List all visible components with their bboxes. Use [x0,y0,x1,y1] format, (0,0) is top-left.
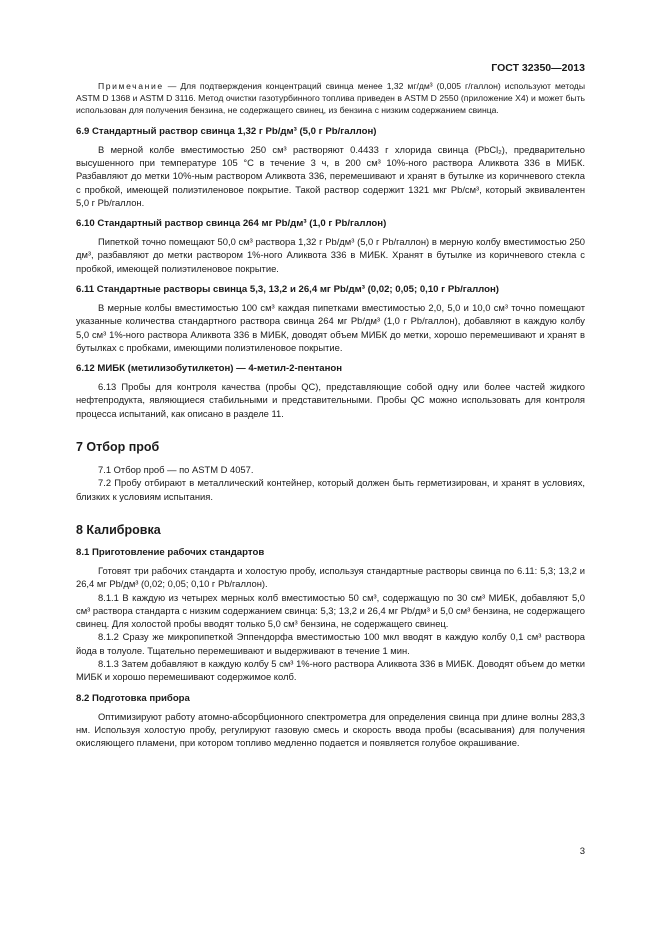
section-6-9-title: 6.9 Стандартный раствор свинца 1,32 г Pb/дм³ (5,0 г Pb/галлон) [76,125,377,137]
section-6-13-text: 6.13 Пробы для контроля качества (пробы QC), представляющие собой одну или более частей жидкого нефтепродукта, являющиеся стабильными и представительными. Пробы QC можно использовать для контроля процесса испытаний, как описано в разделе 11. [76,381,585,419]
section-6-10-text: Пипеткой точно помещают 50,0 см³ раствора 1,32 г Pb/дм³ (5,0 г Pb/галлон) в мерную колбу вместимостью 250 дм³, разбавляют до метки раствором 1%-ного Аликвота 336 в МИБК. Хранят в бутылке из коричневого стекла с пробкой, имеющей полиэтиленовое покрытие. [76,236,585,274]
note-label: Примечание [98,81,164,91]
section-8-1-2-text: 8.1.2 Сразу же микропипеткой Эппендорфа вместимостью 100 мкл вводят в каждую колбу 0,1 см³ раствора йода в толуоле. Тщательно перемешивают и выдерживают в течение 1 мин. [76,631,585,656]
section-8-1-3-text: 8.1.3 Затем добавляют в каждую колбу 5 см³ 1%-ного раствора Аликвота 336 в МИБК. Доводят объем до метки МИБК и хорошо перемешивают содержимое колб. [76,658,585,683]
section-6-11-title: 6.11 Стандартные растворы свинца 5,3, 13,2 и 26,4 мг Pb/дм³ (0,02; 0,05; 0,10 г Pb/галлон) [76,283,499,295]
note-paragraph [76,80,585,117]
section-6-11-text: В мерные колбы вместимостью 100 см³ каждая пипетками вместимостью 2,0, 5,0 и 10,0 см³ точно помещают указанные количества стандартного раствора свинца 264 мг Pb/дм³ (1,0 г Pb/галлон), добавляют в каждую колбу 5,0 см³ 1%-ного раствора Аликвота 336 в МИБК, доводят объем МИБК до метки, хорошо перемешивают и хранят в бутылках с пробками, имеющими полиэтиленовое покрытие. [76,301,585,353]
section-8-1-1-text: 8.1.1 В каждую из четырех мерных колб вместимостью 50 см³, содержащую по 30 см³ МИБК, добавляют 5,0 см³ раствора стандарта с низким содержанием свинца: 5,3; 13,2 и 26,4 мг Pb/дм³ и 5,0 см³ бензина, не содержащего свинец. Для холостой пробы вводят только 5,0 см³ бензина, не содержащего свинец. [76,591,586,630]
page-number: 3 [579,846,585,857]
section-8-title: 8 Калибровка [76,522,161,537]
section-8-2-text: Оптимизируют работу атомно-абсорбционного спектрометра для определения свинца при длине волны 283,3 нм. Используя холостую пробу, регулируют газовую смесь и скорость ввода пробы (всасывания) для получения окисляющего пламени, при котором топливо медленно подается и появляется голубое окрашивание. [76,710,585,749]
section-6-9-text: В мерной колбе вместимостью 250 см³ растворяют 0.4433 г хлорида свинца (PbCl₂), предварительно высушенного при температуре 105 °С в течение 3 ч, в 200 см³ 10%-ного раствора Аликвота 336 в МИБК. Разбавляют до метки 10%-ным раствором Аликвота 336, перемешивают и хранят в бутылке из коричневого стекла с пробкой, имеющей полиэтиленовое покрытие. Такой раствор содержит 1321 мкг Pb/см³, который эквивалентен 5,0 г Pb/галлон. [76,143,585,208]
section-7-2-text: 7.2 Пробу отбирают в металлический контейнер, который должен быть герметизирован, и хранят в условиях, близких к условиям испытания. [76,477,585,502]
section-7-1-text: 7.1 Отбор проб — по ASTM D 4057. [98,464,254,476]
section-6-12-title: 6.12 МИБК (метилизобутилкетон) — 4-метил-2-пентанон [76,363,343,375]
section-8-1-title: 8.1 Приготовление рабочих стандартов [76,546,265,558]
document-body [76,80,585,750]
section-7-title: 7 Отбор проб [76,440,160,455]
note-text: — Для подтверждения концентраций свинца менее 1,32 мг/дм³ (0,005 г/галлон) используют методы ASTM D 1368 и ASTM D 3116. Метод очистки газотурбинного топлива приведен в ASTM D 2550 (приложение X4) и может быть использован для получения бензина, не содержащего свинец, из бензина с низким содержанием свинца. [76,81,585,116]
document-code-header: ГОСТ 32350—2013 [491,62,585,74]
section-8-1-text: Готовят три рабочих стандарта и холостую пробу, используя стандартные растворы свинца по 6.11: 5,3; 13,2 и 26,4 мг Pb/дм³ (0,02; 0,05; 0,10 г Pb/галлон). [76,564,585,590]
section-8-2-title: 8.2 Подготовка прибора [76,692,190,704]
document-page [76,0,585,935]
section-6-10-title: 6.10 Стандартный раствор свинца 264 мг Pb/дм³ (1,0 г Pb/галлон) [76,218,387,230]
